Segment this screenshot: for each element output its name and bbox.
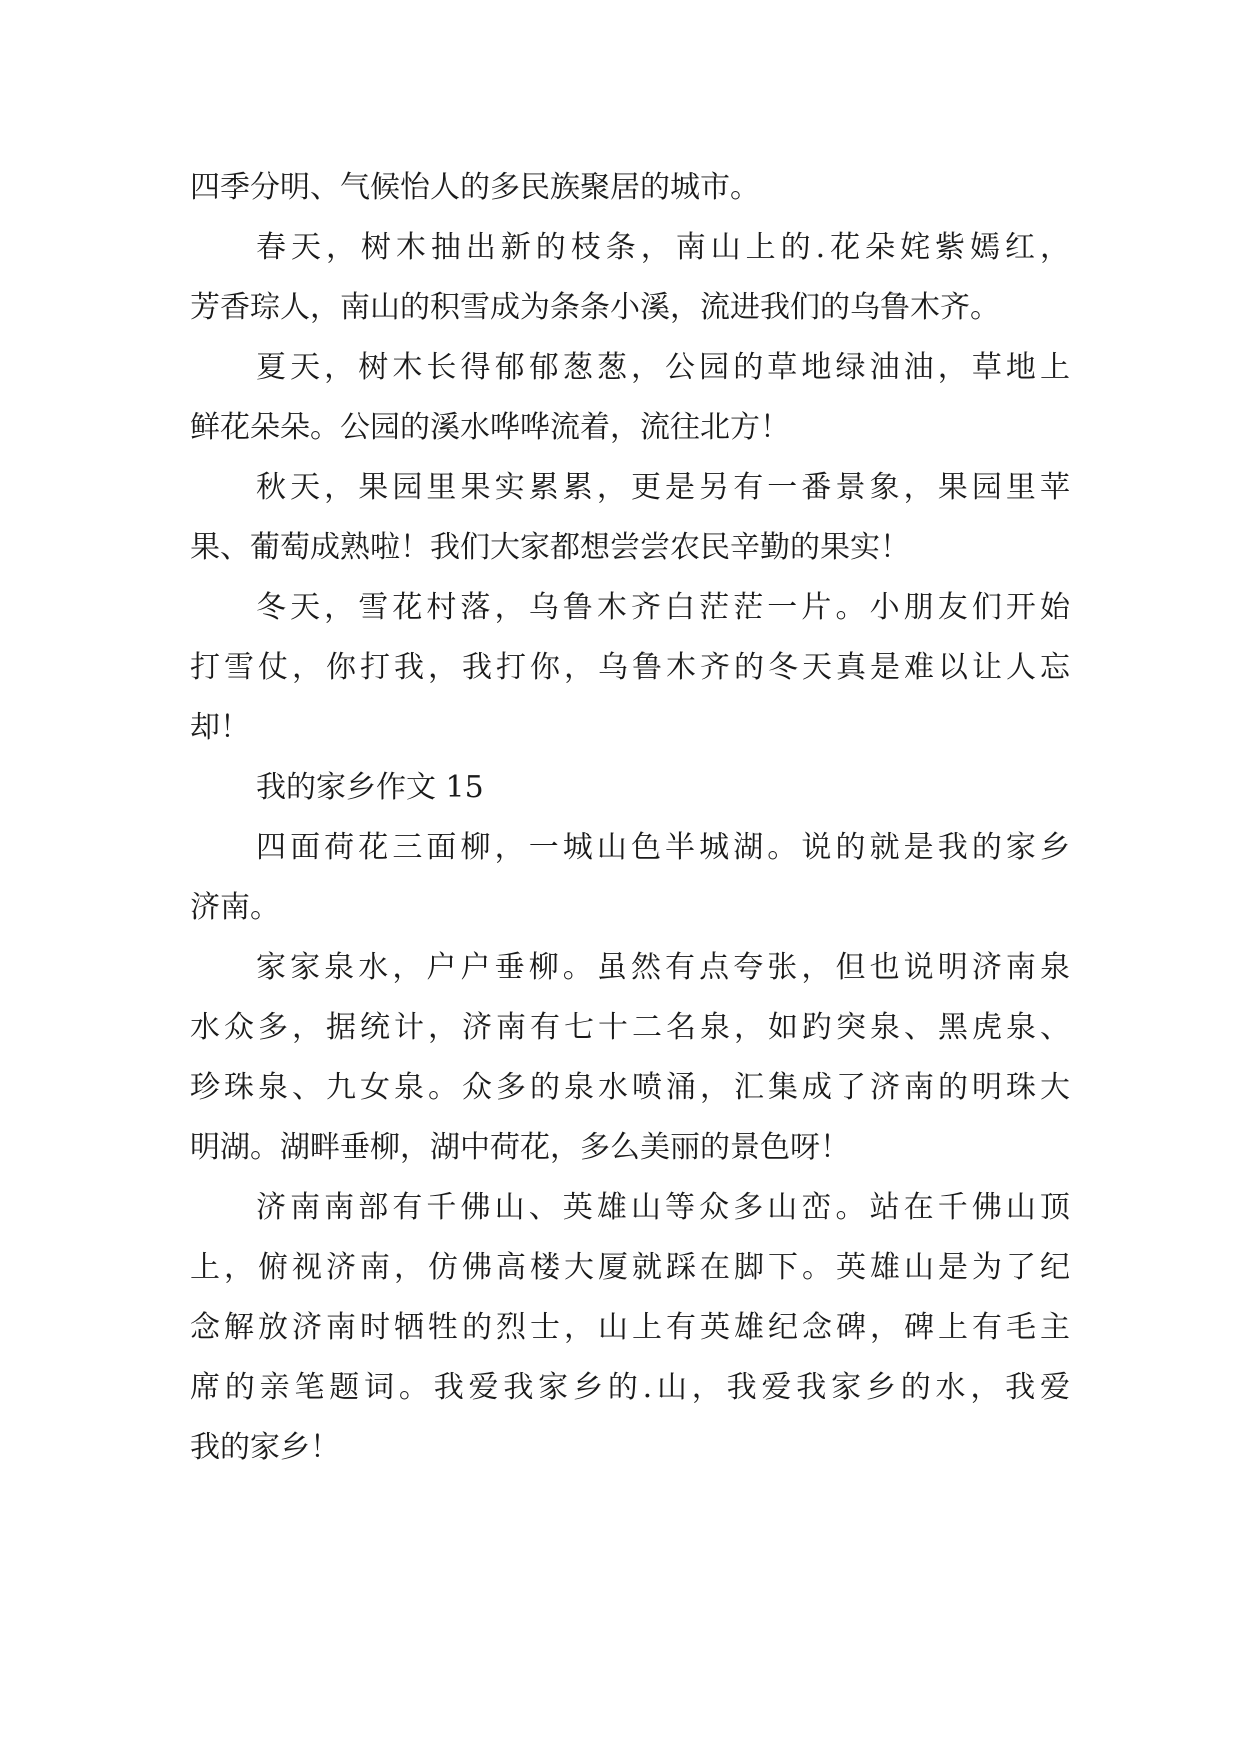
text-line: 夏天，树木长得郁郁葱葱，公园的草地绿油油，草地上 [256,350,1070,385]
text-line: 水众多，据统计，济南有七十二名泉，如趵突泉、黑虎泉、 [190,1010,1070,1045]
text-line: 芳香琮人，南山的积雪成为条条小溪，流进我们的乌鲁木齐。 [190,290,1000,325]
text-line: 济南南部有千佛山、英雄山等众多山峦。站在千佛山顶 [256,1190,1070,1225]
text-line: 鲜花朵朵。公园的溪水哗哗流着，流往北方！ [190,410,790,445]
document-body [190,158,1070,1478]
text-line: 却！ [190,710,250,745]
text-line: 秋天，果园里果实累累，更是另有一番景象，果园里苹 [256,470,1070,505]
text-line: 珍珠泉、九女泉。众多的泉水喷涌，汇集成了济南的明珠大 [190,1070,1070,1105]
text-line: 家家泉水，户户垂柳。虽然有点夸张，但也说明济南泉 [256,950,1070,985]
text-line: 上，俯视济南，仿佛高楼大厦就踩在脚下。英雄山是为了纪 [190,1250,1070,1285]
text-line: 我的家乡！ [190,1430,340,1465]
text-line: 果、葡萄成熟啦！我们大家都想尝尝农民辛勤的果实！ [190,530,910,565]
text-line: 四面荷花三面柳，一城山色半城湖。说的就是我的家乡 [256,830,1070,865]
text-line: 打雪仗，你打我，我打你，乌鲁木齐的冬天真是难以让人忘 [190,650,1070,685]
text-line: 春天，树木抽出新的枝条，南山上的.花朵姹紫嫣红， [256,230,1070,265]
text-line: 明湖。湖畔垂柳，湖中荷花，多么美丽的景色呀！ [190,1130,850,1165]
text-line: 席的亲笔题词。我爱我家乡的.山，我爱我家乡的水，我爱 [190,1370,1070,1405]
text-line: 我的家乡作文 15 [256,770,484,805]
text-line: 四季分明、气候怡人的多民族聚居的城市。 [190,170,760,205]
text-line: 念解放济南时牺牲的烈士，山上有英雄纪念碑，碑上有毛主 [190,1310,1070,1345]
text-line: 冬天，雪花村落，乌鲁木齐白茫茫一片。小朋友们开始 [256,590,1070,625]
text-line: 济南。 [190,890,280,925]
